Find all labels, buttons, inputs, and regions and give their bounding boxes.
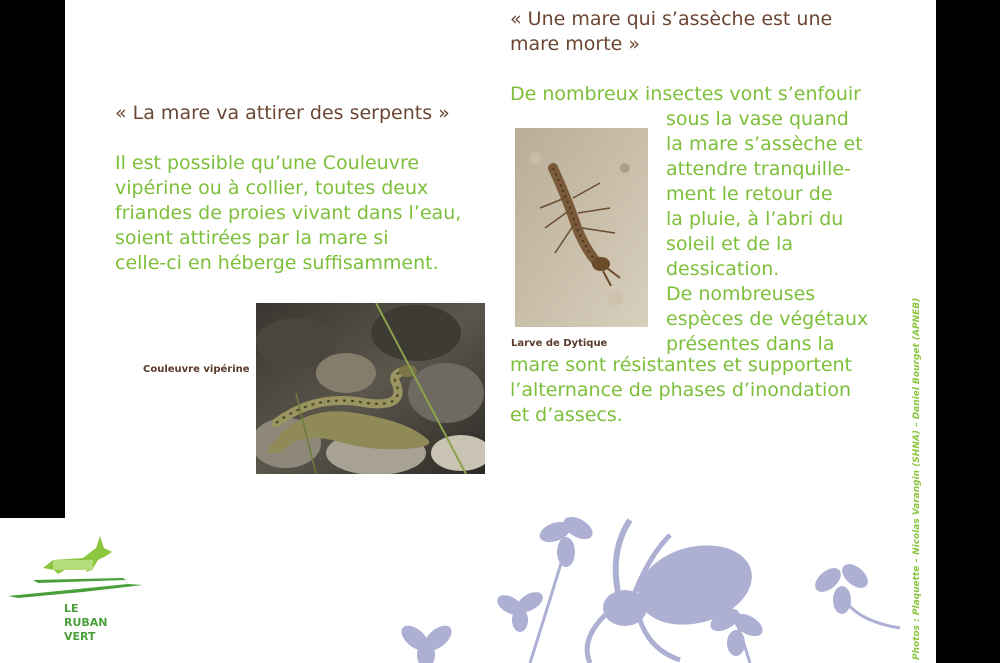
heading-line: mare morte » [510, 33, 641, 55]
body-line: espèces de végétaux [666, 308, 869, 330]
body-line: soleil et de la [666, 233, 793, 255]
body-line: sous la vase quand [666, 108, 849, 130]
logo-line: VERT [64, 630, 96, 643]
insectes-body-wrapped [666, 107, 868, 357]
snake-caption: Couleuvre vipérine [143, 364, 250, 375]
serpents-body [115, 151, 461, 276]
body-line: soient attirées par la mare si [115, 227, 389, 249]
body-line: celle-ci en héberge suffisamment. [115, 252, 439, 274]
body-line: De nombreuses [666, 283, 816, 305]
insectes-body-end [510, 353, 852, 428]
body-line: la pluie, à l’abri du [666, 208, 844, 230]
body-line: friandes de proies vivant dans l’eau, [115, 202, 462, 224]
body-line: vipérine ou à collier, toutes deux [115, 177, 429, 199]
logo-line: LE [64, 602, 79, 615]
black-margin-right [936, 0, 1000, 663]
body-line: et d’assecs. [510, 404, 623, 426]
body-line: l’alternance de phases d’inondation [510, 379, 852, 401]
larva-caption: Larve de Dytique [511, 338, 608, 349]
insectes-body-first-line: De nombreux insectes vont s’enfouir [510, 83, 861, 105]
larva-image [515, 128, 648, 327]
logo-text [64, 602, 108, 644]
ruban-vert-logo [8, 530, 148, 600]
logo-line: RUBAN [64, 616, 108, 629]
snake-photo [256, 303, 485, 474]
photo-credit: Photos : Plaquette – Nicolas Varangin (SHNA) – Daniel Bourget (APNEB) [912, 297, 922, 660]
body-line: dessication. [666, 258, 780, 280]
heading-line: « Une mare qui s’assèche est une [510, 8, 833, 30]
body-line: mare sont résistantes et supportent [510, 354, 853, 376]
body-line: présentes dans la [666, 333, 835, 355]
beetle-clover-decoration [380, 510, 920, 663]
body-line: la mare s’assèche et [666, 133, 863, 155]
body-line: Il est possible qu’une Couleuvre [115, 152, 420, 174]
larva-photo [515, 128, 648, 327]
black-margin-left [0, 0, 65, 518]
serpents-heading: « La mare va attirer des serpents » [115, 102, 450, 124]
body-line: attendre tranquille- [666, 158, 851, 180]
body-line: ment le retour de [666, 183, 833, 205]
snake-image [256, 303, 485, 474]
mare-morte-heading [510, 7, 832, 57]
